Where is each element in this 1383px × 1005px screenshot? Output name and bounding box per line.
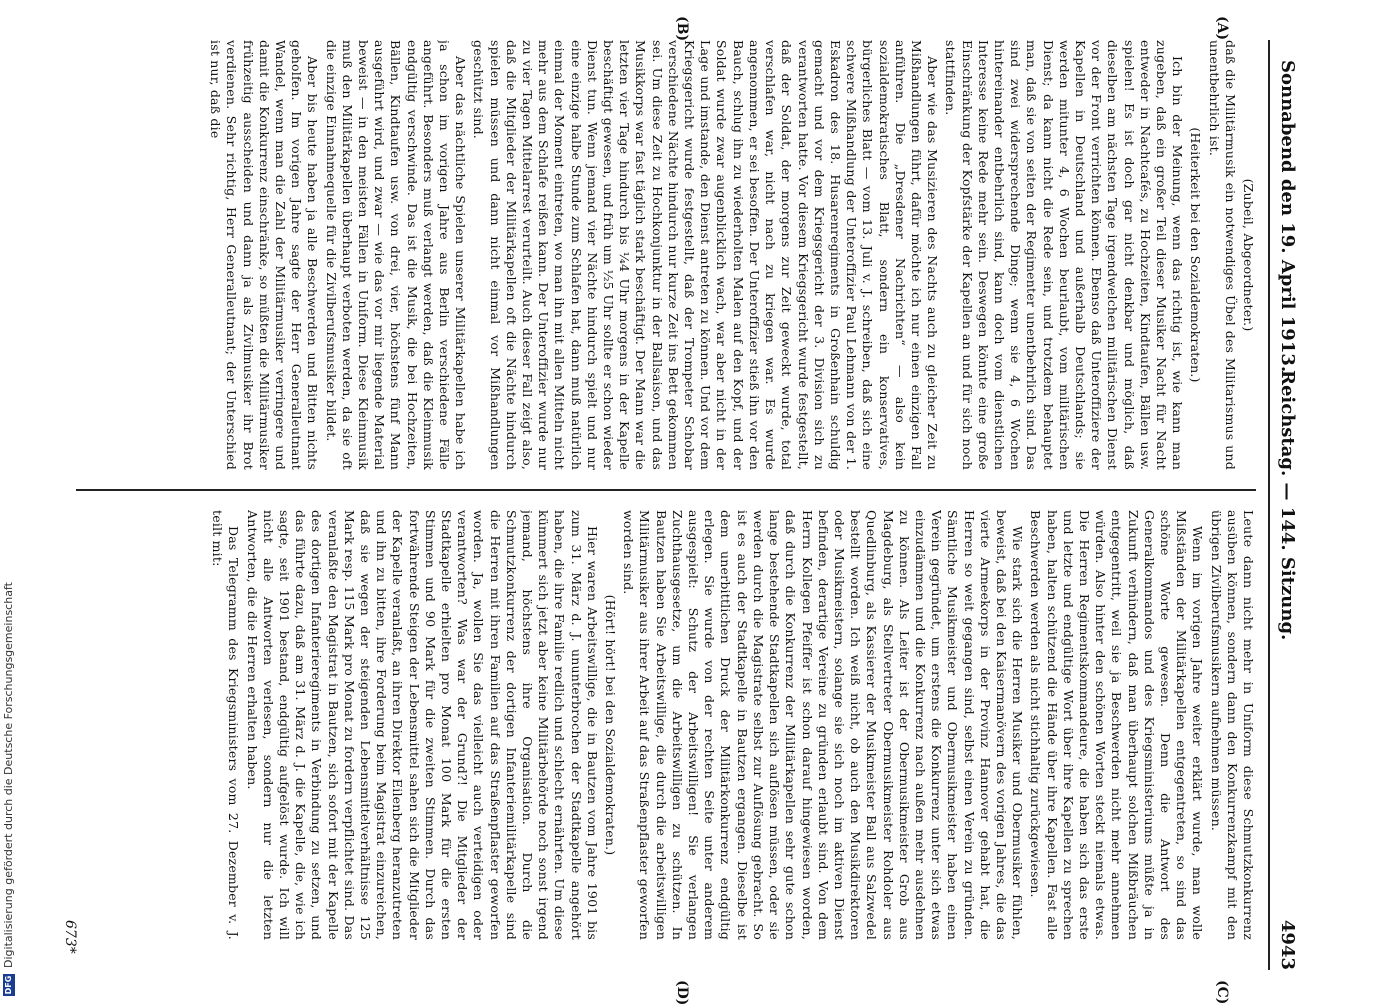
margin-marker-c: (C) <box>1214 980 1230 1005</box>
dfg-logo: DFG <box>3 975 13 995</box>
right-column <box>76 510 1256 940</box>
digitization-credit <box>2 582 15 996</box>
paragraph: Aber wie das Musizieren des Nachts auch zu gleicher Zeit zu Mißhandlungen führt, dafür möchte ich nur einen einzigen Fall anführen. Die „Dresdener Nachrichten“ — also kein sozialdemokratisches Blatt, sondern ein konservatives, bürgerliches Blatt — vom 13. Juli v. J. schreiben, daß sich eine schwere Mißhandlung der Unteroffizier Paul Lehmann von der 1. Eskadron des 18. Husarenregiments in Großenhain schuldig gemacht und vor dem Kriegsgericht der 3. Division sich zu verantworten hatte. Vor diesem Kriegsgericht wurde festgestellt, daß der Soldat, der morgens zur Zeit geweckt wurde, total verschlafen war, nicht nach zu kriegen war. Es wurde angenommen, er sei besoffen. Der Unteroffizier stieß ihn vor den Bauch, schlug ihn zu wiederholten Malen auf den Kopf, und der Soldat wurde zwar augenblicklich wach, war aber nicht in der Lage und imstande, den Dienst antreten zu können. Und vor dem Kriegsgericht wurde festgestellt, daß der Trompeter Schobar verschiedene Nächte hindurch nur kurze Zeit ins Bett gekommen sei. Um diese Zeit zu Hochkonjunktur in der Ballsaison, und das Musikkorps war fast täglich stark beschäftigt. Der Mann war die letzten vier Tage hindurch bis ¼4 Uhr morgens in der Kapelle beschäftigt gewesen, und früh um ½5 Uhr sollte er schon wieder Dienst tun. Wenn jemand vier Nächte hindurch spielt und nur eine einzige halbe Stunde zum Schlafen hat, dann muß natürlich einmal der Moment eintreten, wo man ihn mit allen Mitteln nicht mehr aus dem Schlafe reißen kann. Der Unteroffizier wurde nur zu vier Tagen Mittelarrest verurteilt. Auch dieser Fall zeigt also, daß die Mitglieder der Militärkapellen oft die Nächte hindurch spielen müssen und dann nicht einmal vor Mißhandlungen geschützt sind. <box>471 40 941 470</box>
footer-number: 673* <box>62 920 78 954</box>
margin-marker-a: (A) <box>1214 16 1230 41</box>
margin-marker-b: (B) <box>674 16 690 42</box>
paragraph: Das Telegramm des Kriegsministers vom 27. Dezember v. J. teilt mit: <box>210 510 242 940</box>
scanned-page <box>50 16 1300 1005</box>
paragraph: Hier waren Arbeitswillige, die in Bautzen vom Jahre 1901 bis zum 31. März d. J. ununterbrochen der Stadtkapelle angehört haben, die ihre Familie redlich und schlecht ernährten. Um diese kümmert sich jetzt aber keine Militärbehörde noch sonst irgend jemand, höchstens ihre Organisation. Durch die Schmutzkonkurrenz der dortigen Infanteriemilitärkapelle sind die Herren mit ihren Familien auf das Straßenpflaster geworfen worden. Ja, wollen Sie das vielleicht auch verteidigen oder verantworten? Was war der Grund?! Die Mitglieder der Stadtkapelle erhielten pro Monat 100 Mark für die ersten Stimmen und 90 Mark für die zweiten Stimmen. Durch das fortwährende Steigen der Lebensmittel sahen sich die Mitglieder der Kapelle veranlaßt, an ihren Direktor Eilenberg heranzutreten und ihn zu bitten, ihre Forderung beim Magistrat einzureichen, daß sie wegen der steigenden Lebensmittelverhältnisse 125 Mark resp. 115 Mark pro Monat zu fordern verpflichtet sind. Das veranlaßte den Magistrat in Bautzen, sich sofort mit der Kapelle des dortigen Infanterieregiments in Verbindung zu setzen, und das führte dazu, daß am 31. März d. J. die Kapelle, die, wie ich sagte, seit 1901 bestand, endgültig aufgelöst wurde. Ich will nicht alle Antworten verlesen, sondern nur die letzten Antworten, die die Herren erhalten haben. <box>244 510 600 940</box>
header-page-number: 4943 <box>1277 919 1298 970</box>
paragraph: Wie stark sich die Herren Musiker und Obermusiker fühlen, beweist, daß bei den Kaisermanövern des vorigen Jahres, die das vierte Armeekorps in der Provinz Hannover gehabt hat, die Herren so weit gegangen sind, selbst einen Verein zu gründen. Sämtliche Musikmeister und Obermusikmeister haben einen Verein gegründet, um erstens die Konkurrenz unter sich etwas einzudämmen und die Konkurrenz nach außen mehr ausdehnen zu können. Als Leiter ist der Obermusikmeister Grob aus Magdeburg, als Stellvertreter Obermusikmeister Rohdoler aus Quedlinburg, als Kassierer der Musikmeister Ball aus Salzwedel bestellt worden. Ich weiß nicht, ob auch den Musikdirektoren oder Musikmeistern, solange sie sich noch im aktiven Dienst befinden, derartige Vereine zu gründen erlaubt sind. Von dem Herrn Kollegen Pfeiffer ist schon darauf hingewiesen worden, daß durch die Konkurrenz der Militärkapellen sehr gute schon lange bestehende Stadtkapellen sich auflösen müssen, oder sie werden durch die Magistrate selbst zur Auflösung gebracht. So ist es auch der Stadtkapelle in Bautzen ergangen. Dieselbe ist dem unerbittlichen Druck der Militärkonkurrenz endgültig erlegen. Sie wurde von der rechten Seite unter anderem ausgespielt: Schutz der Arbeitswilligen! Sie verlangen Zuchthausgesetze, um die Arbeitswilligen zu schützen. In Bautzen haben Sie Arbeitswillige, die durch die arbeitswilligen Militärmusiker aus ihrer Arbeit auf das Straßenpflaster geworfen worden sind. <box>621 510 1026 940</box>
margin-marker-d: (D) <box>674 980 690 1005</box>
paragraph: Wenn im vorigen Jahre weiter erklärt wurde, man wolle Mißständen der Militärkapellen entgegentreten, so sind das schöne Worte gewesen. Denn die Antwort des Generalkommandos und des Kriegsministeriums müßte ja in Zukunft verhindern, daß man überhaupt solchen Mißbräuchen entgegentritt, weil sie ja Beschwerden nicht mehr annehmen würden. Also hinter den schönen Worten steckt niemals etwas. Die Herren Regimentskommandeure, die haben sich das erste und letzte und endgültige Wort über ihre Kapellen zu sprechen haben, halten schützend die Hände über ihre Kapellen. Fast alle Beschwerden werden als nicht stichhaltig zurückgewiesen. <box>1028 510 1206 940</box>
credit-text: Digitalisierung gefördert durch die Deutsche Forschungsgemeinschaft <box>2 582 15 968</box>
paragraph: Leute dann nicht mehr in Uniform diese Schmutzkonkurrenz ausüben können, sondern dann den Konkurrenzkampf mit den übrigen Zivilberufsmusikern aufnehmen müssen. <box>1208 510 1256 940</box>
paragraph: daß die Militärmusik ein notwendiges Übel des Militarismus und unentbehrlich ist. <box>1206 40 1238 470</box>
paragraph: Aber bis heute haben ja alle Beschwerden und Bitten nichts geholfen. Im vorigen Jahre sagte der Herr Generalleutnant Wandel, wenn man die Zahl der Militärmusiker verringere und damit die Konkurrenz einschränke, so müßten die Militärmusiker frühzeitig ausscheiden und dann ja als Zivilmusiker ihr Brot verdienen. Sehr richtig, Herr Generalleutnant; der Unterschied ist nur, daß die <box>208 40 321 470</box>
header-title: Reichstag. — 144. Sitzung. <box>1277 370 1298 641</box>
speaker-line: (Zubeil, Abgeordneter.) <box>1241 178 1256 332</box>
interjection: (Hört! hört! bei den Sozialdemokraten.) <box>603 594 619 856</box>
header-date: Sonnabend den 19. April 1913. <box>1277 60 1298 373</box>
left-column <box>76 40 1256 470</box>
column-divider <box>76 489 1256 491</box>
interjection: (Heiterkeit bei den Sozialdemokraten.) <box>1188 127 1204 383</box>
paragraph: Ich bin der Meinung, wenn das richtig ist, wie kann man zugeben, daß ein großer Teil dieser Musiker Nacht für Nacht entweder in Nachtcafés, zu Hochzeiten, Kindtaufen, Bällen usw. spielen! Es ist doch gar nicht denkbar und möglich, daß dieselben am nächsten Tage irgendwelchen militärischen Dienst vor der Front verrichten können. Ebenso daß Unteroffiziere der Kapellen in Deutschland und außerhalb Deutschlands; sie werden mitunter 4, 6 Wochen beurlaubt, vom militärischen Dienst; da kann nicht die Rede sein, und trotzdem behauptet man, daß sie von seiten der Regimenter unentbehrlich sind. Das sind zwei widersprechende Dinge; wenn sie 4, 6 Wochen hintereinander entbehrlich sind, kann doch vom dienstlichen Interesse keine Rede mehr sein. Deswegen könnte eine große Einschränkung der Kopfstärke der Kapellen an und für sich noch stattfinden. <box>943 40 1186 470</box>
header-rule <box>1268 40 1270 970</box>
paragraph: Aber das nächtliche Spielen unserer Militärkapellen habe ich ja schon im vorigen Jahre aus Berlin verschiedene Fälle angeführt. Besonders muß verlangt werden, daß die Kleinmusik endgültig verschwinde. Das ist die Musik, die bei Hochzeiten, Bällen, Kindtaufen usw. von drei, vier, höchstens fünf Mann ausgeführt wird, und zwar — wie das vor mir liegende Material beweist — in den meisten Fällen in Uniform. Diese Kleinmusik muß den Militärkapellen überhaupt verboten werden, da sie oft die einzige Einnahmequelle für die Zivilberufsmusiker bildet. <box>323 40 469 470</box>
page-header <box>1270 40 1300 970</box>
